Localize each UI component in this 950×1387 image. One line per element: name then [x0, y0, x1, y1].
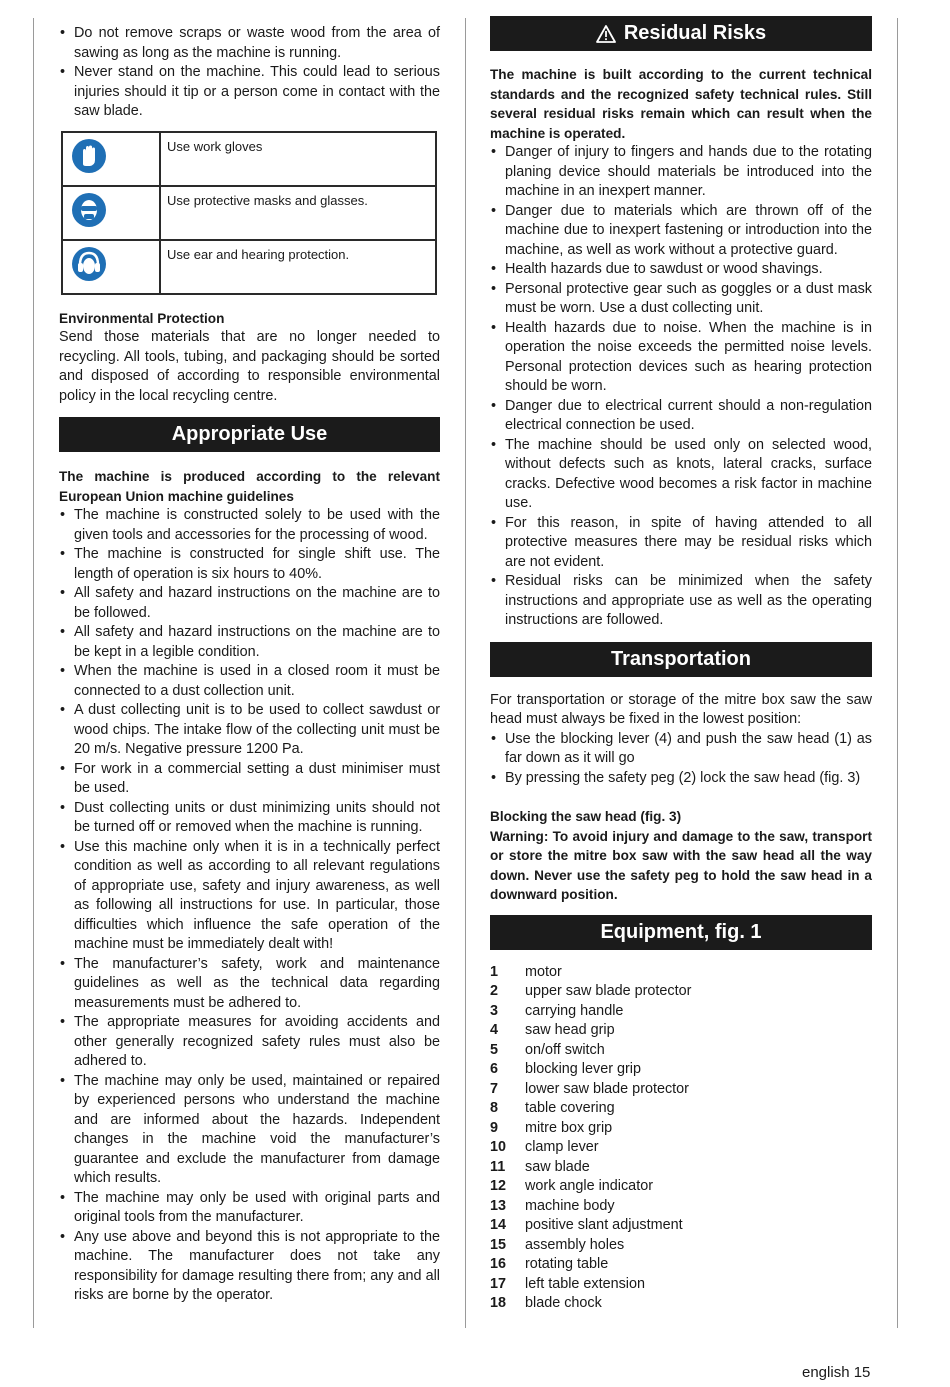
list-item	[490, 1060, 872, 1080]
list-item: • Use this machine only when it is in a technically perfect condition as well as according to all relevant regulations of appropriate use, safety and injury awareness, as well as following all instructions for use. In particular, those difficulties which influence the safe operation of the machine must be immediately dealt with!	[59, 838, 440, 955]
list-item: • Danger of injury to fingers and hands due to the rotating planing device should materials be introduced into the machine in an inexpert manner.	[490, 143, 872, 202]
item-number: 5	[490, 1041, 499, 1058]
list-item	[490, 1236, 872, 1256]
residual-risks-list	[490, 143, 872, 631]
list-item: • Personal protective gear such as goggles or a dust mask must be worn. Use a dust collecting unit.	[490, 280, 872, 319]
table-row	[62, 186, 436, 240]
appropriate-use-heading	[59, 417, 440, 452]
list-item	[490, 1138, 872, 1158]
item-number: 3	[490, 1002, 499, 1019]
list-item: • The machine should be used only on selected wood, without defects such as knots, lateral cracks, surface cracks. Defective wood becomes a risk factor in machine use.	[490, 436, 872, 514]
list-item: • For work in a commercial setting a dust minimiser must be used.	[59, 760, 440, 799]
heading-text: Transportation	[610, 647, 751, 670]
item-label: blade chock	[525, 1295, 602, 1311]
ppe-icon-cell	[62, 186, 160, 240]
list-item: • All safety and hazard instructions on the machine are to be kept in a legible condition.	[59, 623, 440, 662]
list-item: • Residual risks can be minimized when the safety instructions and appropriate use as well as the operating instructions are followed.	[490, 572, 872, 631]
heading-text: Appropriate Use	[171, 423, 328, 445]
mask-glasses-icon	[71, 192, 107, 228]
right-margin-rule	[897, 18, 898, 1328]
list-item	[490, 1041, 872, 1061]
left-column	[59, 24, 440, 1306]
list-item	[490, 1197, 872, 1217]
list-item: • For this reason, in spite of having attended to all protective measures there may be residual risks which are not evident.	[490, 514, 872, 573]
list-item	[490, 1080, 872, 1100]
left-margin-rule	[33, 18, 34, 1328]
item-number: 13	[490, 1197, 507, 1214]
environmental-section	[59, 309, 440, 407]
section-title: Environmental Protection	[59, 310, 225, 326]
ppe-text: Use ear and hearing protection.	[160, 240, 436, 294]
list-item: • Use the blocking lever (4) and push the saw head (1) as far down as it will go	[490, 730, 872, 769]
list-item: • The appropriate measures for avoiding accidents and other generally recognized safety rules must also be adhered to.	[59, 1013, 440, 1072]
item-number: 8	[490, 1100, 499, 1116]
ppe-icon-cell	[62, 240, 160, 294]
ear-protection-icon	[71, 246, 107, 282]
list-item: • The machine may only be used with original parts and original tools from the manufacturer.	[59, 1189, 440, 1228]
item-label: carrying handle	[525, 1002, 624, 1019]
appropriate-use-list	[59, 506, 440, 1306]
list-item	[490, 1255, 872, 1275]
item-number: 16	[490, 1256, 507, 1272]
list-item	[490, 1158, 872, 1178]
item-label: positive slant adjustment	[525, 1217, 683, 1233]
item-label: table covering	[525, 1100, 615, 1116]
list-item: • The machine is constructed solely to be used with the given tools and accessories for the processing of wood.	[59, 506, 440, 545]
center-rule	[465, 18, 466, 1328]
ppe-text: Use work gloves	[160, 132, 436, 186]
paragraph: Send those materials that are no longer needed to recycling. All tools, tubing, and packaging should be sorted and disposed of according to responsible environmental policy in the local recycling centre.	[59, 329, 440, 404]
transportation-list	[490, 730, 872, 789]
list-item: • Do not remove scraps or waste wood from the area of sawing as long as the machine is running.	[59, 24, 440, 63]
item-label: machine body	[525, 1197, 615, 1214]
item-number: 4	[490, 1022, 499, 1038]
item-label: motor	[525, 963, 562, 980]
list-item	[490, 963, 872, 983]
item-number: 14	[490, 1217, 507, 1233]
ppe-icon-cell	[62, 132, 160, 186]
ppe-table	[61, 131, 437, 295]
equipment-heading	[490, 915, 872, 950]
equipment-list	[490, 963, 872, 1314]
list-item	[490, 1119, 872, 1139]
item-number: 11	[490, 1158, 506, 1175]
list-item	[490, 1099, 872, 1119]
item-label: clamp lever	[525, 1139, 599, 1155]
item-number: 7	[490, 1080, 499, 1097]
list-item	[490, 1021, 872, 1041]
page-footer: english 15	[802, 1364, 871, 1381]
residual-risks-heading	[490, 16, 872, 51]
blocking-title: Blocking the saw head (fig. 3)	[490, 809, 682, 824]
item-number: 9	[490, 1119, 499, 1136]
list-item: • Danger due to materials which are thrown off of the machine due to inexpert fastening or introduction into the machine, as well as work without a protective guard.	[490, 202, 872, 261]
item-number: 18	[490, 1295, 507, 1311]
list-item: • By pressing the safety peg (2) lock the saw head (fig. 3)	[490, 769, 872, 789]
list-item: • Never stand on the machine. This could lead to serious injuries should it tip or a person come in contact with the saw blade.	[59, 63, 440, 122]
list-item: • The machine is constructed for single shift use. The length of operation is six hours to 40%.	[59, 545, 440, 584]
warning-triangle-icon	[596, 25, 616, 43]
ppe-text: Use protective masks and glasses.	[160, 186, 436, 240]
list-item	[490, 1294, 872, 1314]
intro-bullet-list	[59, 24, 440, 122]
table-row	[62, 240, 436, 294]
item-number: 15	[490, 1236, 507, 1253]
appropriate-use-intro: The machine is produced according to the relevant European Union machine guidelines	[59, 469, 440, 504]
table-row	[62, 132, 436, 186]
residual-risks-intro: The machine is built according to the current technical standards and the recognized safety technical rules. Still several residual risks remain which can result when the machine is operated.	[490, 67, 872, 141]
item-number: 17	[490, 1275, 507, 1292]
list-item: • A dust collecting unit is to be used to collect sawdust or wood chips. The intake flow of the collecting unit must be 20 m/s. Negative pressure 1200 Pa.	[59, 701, 440, 760]
list-item	[490, 1177, 872, 1197]
item-label: upper saw blade protector	[525, 983, 692, 999]
item-label: blocking lever grip	[525, 1061, 641, 1077]
list-item: • The manufacturer’s safety, work and maintenance guidelines as well as the technical data regarding measurements must be adhered to.	[59, 955, 440, 1014]
item-number: 1	[490, 963, 499, 980]
right-column	[490, 16, 872, 1314]
list-item: • The machine may only be used, maintained or repaired by experienced persons who understand the machine and are informed about the hazards. Independent changes in the machine void the manufacturer’s guarantee and exclude the manufacturer from damage which results.	[59, 1072, 440, 1189]
list-item: • Health hazards due to noise. When the machine is in operation the noise exceeds the permitted noise levels. Personal protection devices such as hearing protection should be worn.	[490, 319, 872, 397]
item-label: lower saw blade protector	[525, 1080, 689, 1097]
item-label: assembly holes	[525, 1236, 625, 1253]
heading-text: Equipment, fig. 1	[600, 920, 762, 943]
list-item: • When the machine is used in a closed room it must be connected to a dust collection unit.	[59, 662, 440, 701]
item-label: rotating table	[525, 1256, 609, 1272]
list-item: • Danger due to electrical current should a non-regulation electrical connection be used.	[490, 397, 872, 436]
item-number: 12	[490, 1178, 507, 1194]
item-label: work angle indicator	[525, 1178, 653, 1194]
item-number: 2	[490, 983, 499, 999]
item-label: on/off switch	[525, 1041, 605, 1058]
item-label: left table extension	[525, 1275, 646, 1292]
item-number: 10	[490, 1139, 507, 1155]
list-item: • All safety and hazard instructions on the machine are to be followed.	[59, 584, 440, 623]
list-item: • Any use above and beyond this is not appropriate to the machine. The manufacturer does not take any responsibility for damage resulting there from; any and all risks are borne by the operator.	[59, 1228, 440, 1306]
item-label: saw blade	[525, 1158, 590, 1175]
blocking-warning: Warning: To avoid injury and damage to the saw, transport or store the mitre box saw with the saw head all the way down. Never use the safety peg to hold the saw head in a downward position.	[490, 828, 872, 902]
item-number: 6	[490, 1061, 499, 1077]
list-item	[490, 982, 872, 1002]
list-item	[490, 1002, 872, 1022]
list-item	[490, 1275, 872, 1295]
heading-text: Residual Risks	[623, 22, 767, 44]
transportation-heading	[490, 642, 872, 677]
list-item: • Health hazards due to sawdust or wood shavings.	[490, 260, 872, 280]
list-item: • Dust collecting units or dust minimizing units should not be turned off or removed when the machine is running.	[59, 799, 440, 838]
gloves-icon	[71, 138, 107, 174]
item-label: mitre box grip	[525, 1119, 613, 1136]
list-item	[490, 1216, 872, 1236]
transportation-intro: For transportation or storage of the mitre box saw the saw head must always be fixed in the lowest position:	[490, 691, 872, 727]
item-label: saw head grip	[525, 1022, 615, 1038]
